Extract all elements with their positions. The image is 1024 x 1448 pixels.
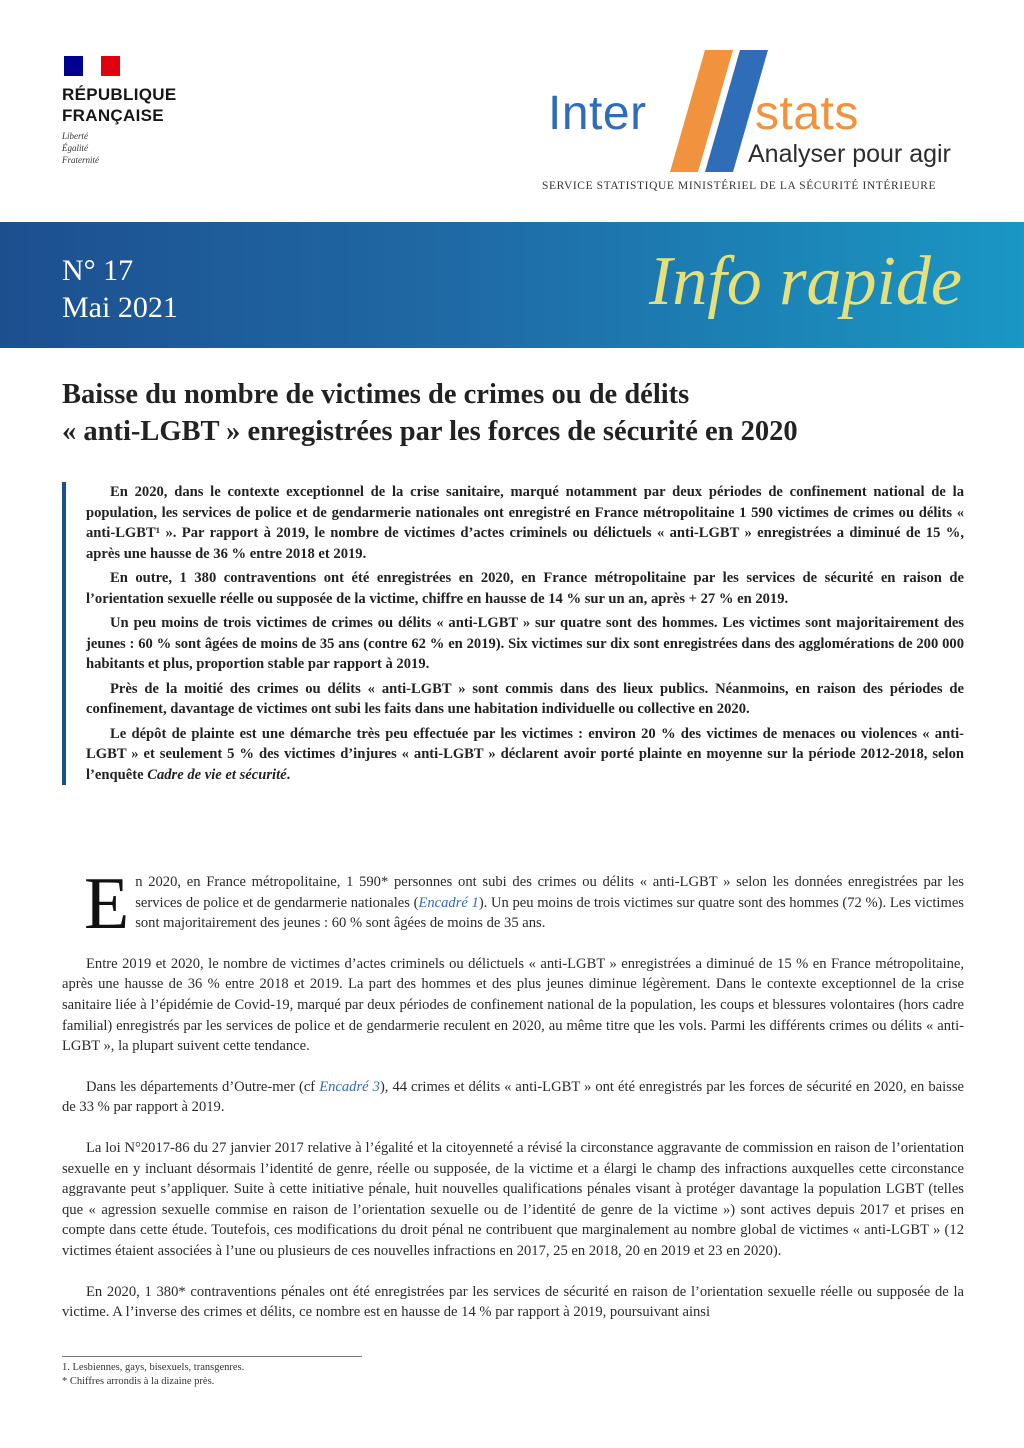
logo-inter-text: Inter [548, 87, 647, 140]
body-text [62, 863, 964, 1343]
issue-info [62, 252, 178, 326]
republic-motto [62, 130, 222, 166]
title-line-1: Baisse du nombre de victimes de crimes ou de délits [62, 379, 690, 410]
issue-number: N° 17 [62, 254, 134, 287]
drop-cap: E [84, 863, 130, 945]
body-paragraph-3 [62, 1077, 964, 1118]
body-p1-text-b: ). Un peu moins de trois victimes sur quatre sont des hommes (72 %). Les victimes sont majoritairement des jeunes : 60 % sont âgées de moins de 35 ans. [135, 894, 964, 932]
interstats-logo [540, 48, 980, 198]
survey-name: Cadre de vie et sécurité [147, 766, 287, 783]
motto-fraternite: Fraternité [62, 155, 99, 165]
abstract-box [62, 482, 964, 785]
series-title: Info rapide [648, 243, 962, 320]
footnote-1: 1. Lesbiennes, gays, bisexuels, transgenres. [62, 1362, 245, 1373]
body-p3-text-b: ), 44 crimes et délits « anti-LGBT » ont été enregistrés par les forces de sécurité en 2020, en baisse de 33 % par rapport à 2019. [62, 1078, 964, 1116]
logo-tagline: Analyser pour agir [748, 140, 951, 168]
republique-francaise-logo [62, 56, 222, 166]
abstract-p5-text-a: Le dépôt de plainte est une démarche très peu effectuée par les victimes : environ 20 % des victimes de menaces ou violences « anti-LGBT » et seulement 5 % des victimes d’injures « anti-LGBT » déclarent avoir porté plainte en moyenne sur la période 2012-2018, selon l’enquête [86, 725, 964, 783]
encadre-1-link[interactable]: Encadré 1 [418, 894, 479, 911]
body-paragraph-5: En 2020, 1 380* contraventions pénales ont été enregistrées par les services de sécurité en raison de l’orientation sexuelle réelle ou supposée de la victime. A l’inverse des crimes et délits, ce nombre est en hausse de 14 % par rapport à 2019, poursuivant ainsi [62, 1283, 964, 1321]
motto-liberte: Liberté [62, 131, 88, 141]
abstract-p5-text-b: . [286, 766, 291, 783]
body-paragraph-2: Entre 2019 et 2020, le nombre de victimes d’actes criminels ou délictuels « anti-LGBT » enregistrées a diminué de 15 % en France métropolitaine, après une hausse de 36 % entre 2018 et 2019. La part des hommes et des plus jeunes diminue légèrement. Dans le contexte exceptionnel de la crise sanitaire liée à l’épidémie de Covid-19, marqué par deux périodes de confinement national de la population, les coups et blessures volontaires (hors cadre familial) enregistrés par les services de police et de gendarmerie reculent en 2020, au même titre que les vols. Parmi les différents crimes ou délits « anti-LGBT », la plupart suivent cette tendance. [62, 955, 964, 1055]
abstract-paragraph-2: En outre, 1 380 contraventions ont été enregistrées en 2020, en France métropolitaine par les services de sécurité en raison de l’orientation sexuelle réelle ou supposée de la victime, chiffre en hausse de 14 % sur un an, après + 27 % en 2019. [86, 570, 964, 607]
abstract-paragraph-5 [86, 724, 964, 786]
footnote-2: * Chiffres arrondis à la dizaine près. [62, 1376, 215, 1387]
encadre-3-link[interactable]: Encadré 3 [319, 1078, 380, 1095]
document-title [62, 376, 962, 450]
abstract-paragraph-4: Près de la moitié des crimes ou délits « anti-LGBT » sont commis dans des lieux publics. Néanmoins, en raison des périodes de confinement, davantage de victimes ont subi les faits dans une habitation individuelle ou collective en 2020. [86, 680, 964, 717]
republic-name-line2: FRANÇAISE [62, 106, 164, 125]
abstract-paragraph-1: En 2020, dans le contexte exceptionnel de la crise sanitaire, marqué notamment par deux périodes de confinement national de la population, les services de police et de gendarmerie nationales ont enregistré en France métropolitaine 1 590 victimes de crimes ou délits « anti-LGBT¹ ». Par rapport à 2019, le nombre de victimes d’actes criminels ou délictuels « anti-LGBT » enregistrées a diminué de 15 %, après une hausse de 36 % entre 2018 et 2019. [86, 484, 964, 562]
body-paragraph-1 [62, 863, 964, 945]
issue-date: Mai 2021 [62, 291, 178, 324]
service-name: SERVICE STATISTIQUE MINISTÉRIEL DE LA SÉCURITÉ INTÉRIEURE [542, 180, 937, 192]
french-flag-icon [64, 56, 120, 76]
motto-egalite: Égalité [62, 143, 88, 153]
info-banner [0, 222, 1024, 348]
body-paragraph-4: La loi N°2017-86 du 27 janvier 2017 relative à l’égalité et la citoyenneté a révisé la circonstance aggravante de commission en raison de l’orientation sexuelle en y incluant désormais l’identité de genre, réelle ou supposée, de la victime et a élargi le champ des infractions auxquelles cette circonstance aggravante peut s’appliquer. Suite à cette initiative pénale, huit nouvelles qualifications pénales visant à protéger davantage la population LGBT (telles que « agression sexuelle commise en raison de l’orientation sexuelle ou de l’identité de genre de la victime ») sont actives depuis 2017 et prises en compte dans cette étude. Toutefois, ces modifications du droit pénal ne contribuent que marginalement au nombre global de victimes « anti-LGBT » (12 victimes étaient associées à l’une ou plusieurs de ces nouvelles infractions en 2017, 25 en 2018, 20 en 2019 et 23 en 2020). [62, 1139, 964, 1259]
republic-name-line1: RÉPUBLIQUE [62, 85, 177, 104]
logo-stats-text: stats [755, 87, 859, 140]
title-line-2: « anti-LGBT » enregistrées par les forces de sécurité en 2020 [62, 416, 798, 447]
footnotes [62, 1356, 362, 1389]
body-p3-text-a: Dans les départements d’Outre-mer (cf [86, 1078, 320, 1095]
abstract-paragraph-3: Un peu moins de trois victimes de crimes ou délits « anti-LGBT » sur quatre sont des hommes. Les victimes sont majoritairement des jeunes : 60 % sont âgées de moins de 35 ans (contre 62 % en 2019). Six victimes sur dix sont enregistrées dans des agglomérations de 200 000 habitants et plus, proportion stable par rapport à 2019. [86, 615, 964, 672]
body-p1-text-a: n 2020, en France métropolitaine, 1 590* personnes ont subi des crimes ou délits « anti-LGBT » selon les données enregistrées par les services de police et de gendarmerie nationales ( [135, 874, 964, 911]
